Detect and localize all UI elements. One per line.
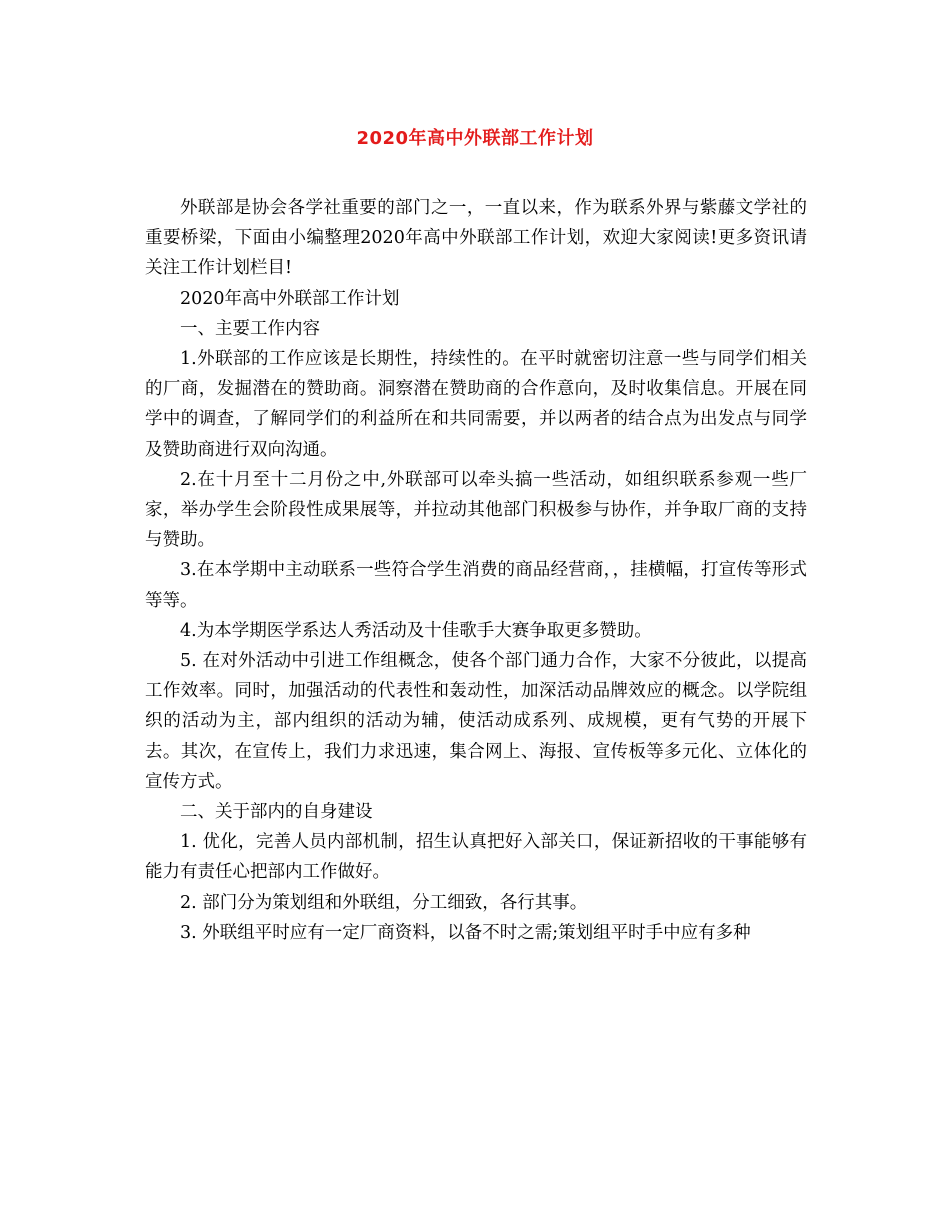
- section-heading-self-building: 二、关于部内的自身建设: [180, 802, 373, 823]
- document-title: 2020年高中外联部工作计划: [356, 128, 594, 149]
- paragraph-build-item-3: 3. 外联组平时应有一定厂商资料，以备不时之需;策划组平时手中应有多种: [180, 922, 751, 943]
- paragraph-item-5: 5. 在对外活动中引进工作组概念，使各个部门通力合作，大家不分彼此，以提高工作效率。同时，加强活动的代表性和轰动性，加深活动品牌效应的概念。以学院组织的活动为主，部内组织的活动为辅，使活动成系列、成规模，更有气势的开展下去。其次，在宣传上，我们力求迅速，集合网上、海报、宣传板等多元化、立体化的宣传方式。: [145, 651, 807, 792]
- paragraph-item-4: 4.为本学期医学系达人秀活动及十佳歌手大赛争取更多赞助。: [180, 620, 652, 641]
- paragraph-item-3: 3.在本学期中主动联系一些符合学生消费的商品经营商，，挂横幅，打宣传等形式等等。: [145, 560, 807, 611]
- paragraph-build-item-2: 2. 部门分为策划组和外联组，分工细致，各行其事。: [180, 892, 588, 913]
- section-heading-main-work: 一、主要工作内容: [180, 318, 320, 339]
- paragraph-intro: 外联部是协会各学社重要的部门之一，一直以来，作为联系外界与紫藤文学社的重要桥梁，下面由小编整理2020年高中外联部工作计划，欢迎大家阅读!更多资讯请关注工作计划栏目!: [145, 198, 807, 279]
- paragraph-subtitle: 2020年高中外联部工作计划: [180, 288, 400, 309]
- paragraph-item-2: 2.在十月至十二月份之中,外联部可以牵头搞一些活动，如组织联系参观一些厂家，举办学生会阶段性成果展等，并拉动其他部门积极参与协作，并争取厂商的支持与赞助。: [145, 469, 807, 551]
- paragraph-build-item-1: 1. 优化，完善人员内部机制，招生认真把好入部关口，保证新招收的干事能够有能力有责任心把部内工作做好。: [145, 832, 807, 883]
- paragraph-item-1: 1.外联部的工作应该是长期性，持续性的。在平时就密切注意一些与同学们相关的厂商，发掘潜在的赞助商。洞察潜在赞助商的合作意向，及时收集信息。开展在同学中的调查，了解同学们的利益所在和共同需要，并以两者的结合点为出发点与同学及赞助商进行双向沟通。: [145, 349, 807, 460]
- document-body: [145, 193, 807, 948]
